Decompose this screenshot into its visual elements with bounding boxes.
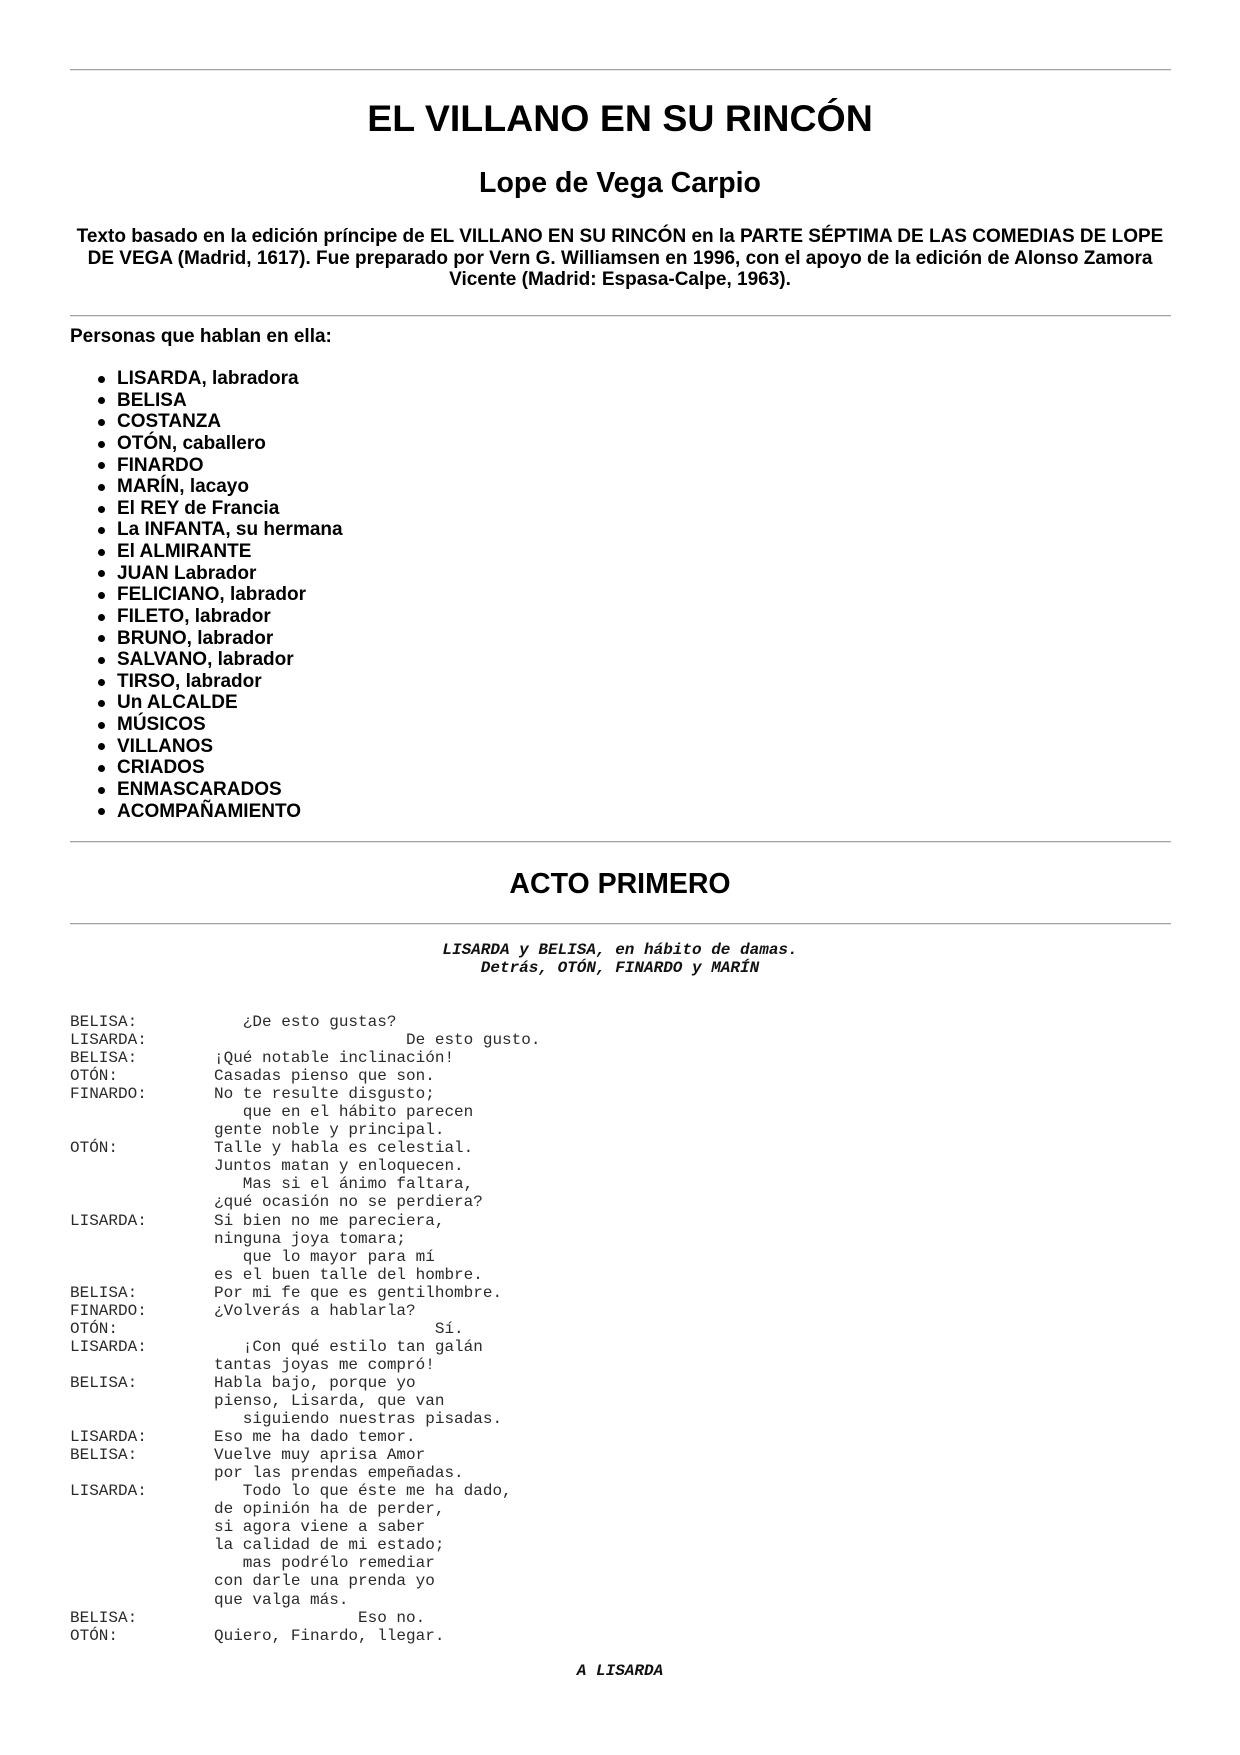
dialogue-line xyxy=(70,1248,1170,1266)
dialogue-line xyxy=(70,1013,1170,1031)
speaker-label: LISARDA: xyxy=(70,1482,147,1501)
verse-text: Eso me ha dado temor. xyxy=(214,1428,416,1447)
verse-text: ¿Volverás a hablarla? xyxy=(214,1301,416,1320)
verse-text: ¡Con qué estilo tan galán xyxy=(214,1337,483,1356)
stage-direction-line: LISARDA y BELISA, en hábito de damas. xyxy=(442,941,798,959)
character-list-item: BRUNO, labrador xyxy=(70,628,343,650)
closing-stage-direction xyxy=(0,1662,1240,1680)
dialogue-line xyxy=(70,1049,1170,1067)
dialogue-line xyxy=(70,1609,1170,1627)
opening-stage-direction xyxy=(0,941,1240,977)
horizontal-rule xyxy=(70,315,1171,317)
dialogue-line xyxy=(70,1284,1170,1302)
verse-text: Sí. xyxy=(214,1319,464,1338)
speaker-label: BELISA: xyxy=(70,1283,138,1302)
speaker-label: BELISA: xyxy=(70,1446,138,1465)
verse-text: Vuelve muy aprisa Amor xyxy=(214,1446,426,1465)
character-list-item: La INFANTA, su hermana xyxy=(70,519,343,541)
dialogue-line xyxy=(70,1193,1170,1211)
speaker-label: BELISA: xyxy=(70,1373,138,1392)
character-list-item: OTÓN, caballero xyxy=(70,433,343,455)
speaker-label: LISARDA: xyxy=(70,1428,147,1447)
dialogue-line xyxy=(70,1031,1170,1049)
dramatis-personae-heading: Personas que hablan en ella: xyxy=(70,326,332,347)
verse-text: Quiero, Finardo, llegar. xyxy=(214,1626,445,1645)
speaker-label: OTÓN: xyxy=(70,1319,119,1338)
verse-text: ¿qué ocasión no se perdiera? xyxy=(214,1193,483,1212)
character-list-item: FELICIANO, labrador xyxy=(70,584,343,606)
speaker-label: BELISA: xyxy=(70,1013,138,1031)
dialogue-line xyxy=(70,1591,1170,1609)
dialogue-line xyxy=(70,1536,1170,1554)
verse-text: de opinión ha de perder, xyxy=(214,1500,445,1519)
verse-text: que en el hábito parecen xyxy=(214,1103,474,1122)
character-list-item: FILETO, labrador xyxy=(70,606,343,628)
verse-text: Todo lo que éste me ha dado, xyxy=(214,1482,512,1501)
stage-direction-line: A LISARDA xyxy=(576,1662,664,1680)
dialogue-line xyxy=(70,1139,1170,1157)
speaker-label: FINARDO: xyxy=(70,1301,147,1320)
verse-text: gente noble y principal. xyxy=(214,1121,445,1140)
dialogue-line xyxy=(70,1103,1170,1121)
verse-text: con darle una prenda yo xyxy=(214,1572,435,1591)
dialogue-line xyxy=(70,1230,1170,1248)
verse-text: que lo mayor para mí xyxy=(214,1247,435,1266)
verse-text: mas podrélo remediar xyxy=(214,1554,435,1573)
verse-text: Si bien no me pareciera, xyxy=(214,1211,445,1230)
character-list-item: FINARDO xyxy=(70,455,343,477)
dialogue-line xyxy=(70,1446,1170,1464)
dialogue xyxy=(70,1013,1170,1645)
verse-text: Talle y habla es celestial. xyxy=(214,1139,474,1158)
horizontal-rule xyxy=(70,841,1171,843)
speaker-label: FINARDO: xyxy=(70,1085,147,1104)
character-list-item: ENMASCARADOS xyxy=(70,779,343,801)
verse-text: ¡Qué notable inclinación! xyxy=(214,1049,455,1068)
act-title: ACTO PRIMERO xyxy=(509,868,731,900)
dialogue-line xyxy=(70,1302,1170,1320)
stage-direction-line: Detrás, OTÓN, FINARDO y MARÍN xyxy=(480,959,760,977)
speaker-label: LISARDA: xyxy=(70,1031,147,1050)
character-list-item: COSTANZA xyxy=(70,411,343,433)
speaker-label: OTÓN: xyxy=(70,1626,119,1645)
dialogue-line xyxy=(70,1374,1170,1392)
author-name: Lope de Vega Carpio xyxy=(479,167,761,199)
character-list-item: LISARDA, labradora xyxy=(70,368,343,390)
verse-text: si agora viene a saber xyxy=(214,1518,426,1537)
verse-text: siguiendo nuestras pisadas. xyxy=(214,1410,503,1429)
speaker-label: LISARDA: xyxy=(70,1211,147,1230)
verse-text: Por mi fe que es gentilhombre. xyxy=(214,1283,503,1302)
speaker-label: BELISA: xyxy=(70,1608,138,1627)
verse-text: por las prendas empeñadas. xyxy=(214,1464,464,1483)
character-list-item: MÚSICOS xyxy=(70,714,343,736)
dialogue-line xyxy=(70,1572,1170,1590)
verse-text: Habla bajo, porque yo xyxy=(214,1373,416,1392)
dialogue-line xyxy=(70,1121,1170,1139)
character-list-item: SALVANO, labrador xyxy=(70,649,343,671)
verse-text: que valga más. xyxy=(214,1590,349,1609)
dialogue-line xyxy=(70,1392,1170,1410)
verse-text: ninguna joya tomara; xyxy=(214,1229,407,1248)
dialogue-line xyxy=(70,1085,1170,1103)
dialogue-line xyxy=(70,1067,1170,1085)
verse-text: No te resulte disgusto; xyxy=(214,1085,435,1104)
dialogue-line xyxy=(70,1212,1170,1230)
dialogue-line xyxy=(70,1554,1170,1572)
character-list-item: ACOMPAÑAMIENTO xyxy=(70,801,343,823)
verse-text: ¿De esto gustas? xyxy=(214,1013,397,1031)
dialogue-line xyxy=(70,1518,1170,1536)
dialogue-line xyxy=(70,1356,1170,1374)
dialogue-line xyxy=(70,1428,1170,1446)
verse-text: es el buen talle del hombre. xyxy=(214,1265,483,1284)
character-list-item: TIRSO, labrador xyxy=(70,671,343,693)
verse-text: la calidad de mi estado; xyxy=(214,1536,445,1555)
verse-text: tantas joyas me compró! xyxy=(214,1355,435,1374)
dialogue-line xyxy=(70,1338,1170,1356)
verse-text: pienso, Lisarda, que van xyxy=(214,1391,445,1410)
play-title: EL VILLANO EN SU RINCÓN xyxy=(367,97,873,139)
character-list-item: CRIADOS xyxy=(70,757,343,779)
dialogue-line xyxy=(70,1627,1170,1645)
dialogue-line xyxy=(70,1266,1170,1284)
dialogue-line xyxy=(70,1464,1170,1482)
dialogue-line xyxy=(70,1175,1170,1193)
character-list-item: VILLANOS xyxy=(70,736,343,758)
character-list-item: BELISA xyxy=(70,390,343,412)
verse-text: Eso no. xyxy=(214,1608,426,1627)
speaker-label: OTÓN: xyxy=(70,1067,119,1086)
dialogue-line xyxy=(70,1410,1170,1428)
verse-text: Casadas pienso que son. xyxy=(214,1067,435,1086)
horizontal-rule xyxy=(70,923,1171,925)
speaker-label: LISARDA: xyxy=(70,1337,147,1356)
speaker-label: OTÓN: xyxy=(70,1139,119,1158)
character-list-item: MARÍN, lacayo xyxy=(70,476,343,498)
character-list-item: El ALMIRANTE xyxy=(70,541,343,563)
verse-text: De esto gusto. xyxy=(214,1031,541,1050)
edition-note: Texto basado en la edición príncipe de EL VILLANO EN SU RINCÓN en la PARTE SÉPTIMA DE LAS COMEDIAS DE LOPE DE VEGA (Madrid, 1617). Fue preparado por Vern G. Williamsen en 1996, con el apoyo de la edición de Alonso Zamora Vicente (Madrid: Espasa-Calpe, 1963). xyxy=(76,226,1164,291)
character-list-item: El REY de Francia xyxy=(70,498,343,520)
dialogue-line xyxy=(70,1482,1170,1500)
dialogue-line xyxy=(70,1500,1170,1518)
horizontal-rule xyxy=(70,69,1171,71)
verse-text: Mas si el ánimo faltara, xyxy=(214,1175,474,1194)
dialogue-line xyxy=(70,1157,1170,1175)
dialogue-line xyxy=(70,1320,1170,1338)
character-list xyxy=(70,368,343,822)
speaker-label: BELISA: xyxy=(70,1049,138,1068)
character-list-item: JUAN Labrador xyxy=(70,563,343,585)
character-list-item: Un ALCALDE xyxy=(70,692,343,714)
verse-text: Juntos matan y enloquecen. xyxy=(214,1157,464,1176)
